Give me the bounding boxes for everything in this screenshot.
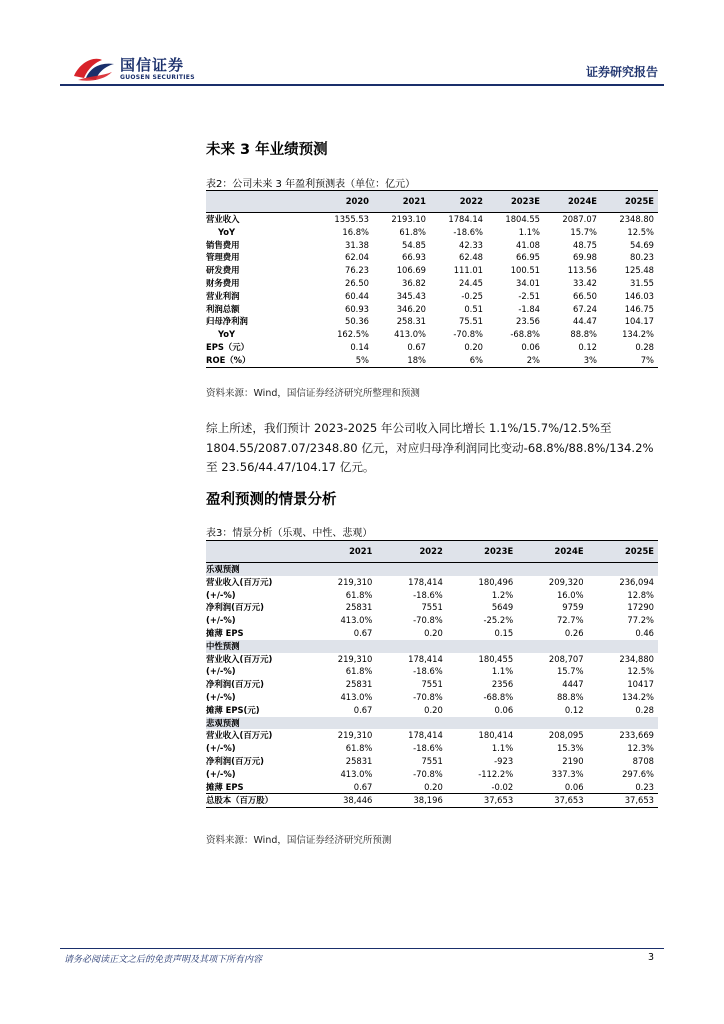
table-cell: 345.43 [396,290,426,301]
table-cell: -18.6% [453,226,483,237]
table-cell [517,563,587,576]
table-cell: 236,094 [619,576,654,587]
column-header [206,191,316,213]
table-cell: 61.8% [345,666,373,677]
table-cell: 42.33 [459,239,483,250]
table2-source: 资料来源：Wind，国信证券经济研究所整理和预测 [206,388,420,399]
row-label: 净利润(百万元) [206,602,264,613]
section-title-scenario: 盈利预测的情景分析 [206,492,337,508]
table-cell: 0.67 [353,781,373,792]
table-cell: 0.20 [424,781,443,792]
table-cell: 25831 [345,679,373,690]
table-cell: 258.31 [396,316,426,327]
table-cell: 41.08 [516,239,540,250]
table-cell: 0.23 [635,781,654,792]
table-cell: -68.8% [483,691,514,702]
row-label: 财务费用 [206,277,240,288]
table-cell: 208,707 [548,653,584,664]
column-header: 2021 [306,541,376,563]
table-cell: 31.38 [345,239,369,250]
table-cell: 12.5% [627,666,654,677]
column-header: 2025E [588,541,658,563]
table-cell: 1355.53 [334,214,369,224]
table-cell: -2.51 [518,290,540,301]
row-label: ROE（%） [206,354,316,367]
column-header: 2024E [544,191,601,213]
table-cell: 77.2% [627,615,654,626]
row-label: 总股本（百万股） [206,794,306,808]
row-label: (+/-%) [206,666,236,677]
column-header [206,541,306,563]
scenario-group-row [206,640,658,653]
table-cell: 6% [430,354,487,367]
document-type-label: 证券研究报告 [585,65,658,79]
table-cell [447,563,517,576]
table-cell [588,563,658,576]
table-row [206,653,658,666]
footer-divider [60,948,664,949]
row-label: 摊薄 EPS(元) [206,704,260,715]
table-cell: 88.8% [556,691,584,702]
table-row [206,328,658,341]
page-number: 3 [647,952,654,963]
table-cell: 180,455 [478,653,514,664]
table-cell: 61.8% [345,589,373,600]
column-header: 2021 [373,191,430,213]
table-cell: 7551 [421,755,443,766]
row-label: 利润总额 [206,303,240,314]
table-cell: 134.2% [622,329,654,340]
table-cell [447,717,517,730]
row-label: 悲观预测 [206,717,306,730]
table-cell: 88.8% [570,329,597,340]
table-cell: 76.23 [345,265,369,276]
table-cell: 2193.10 [391,214,426,224]
total-shares-row [206,794,658,808]
table-cell: 2356 [491,679,514,690]
table-cell: 0.06 [521,341,540,352]
table-row [206,614,658,627]
table-cell: 337.3% [551,768,584,779]
table-cell: 180,496 [478,576,514,587]
table-row [206,678,658,691]
table-cell: 180,414 [478,730,514,741]
column-header: 2022 [376,541,446,563]
table-cell: 4447 [562,679,584,690]
table-cell: 2087.07 [562,214,597,224]
table2-caption: 表2：公司未来 3 年盈利预测表（单位：亿元） [206,179,416,190]
table-cell: -18.6% [413,743,443,754]
row-label: (+/-%) [206,615,236,626]
table-cell: 0.26 [564,627,584,638]
table-cell: 104.17 [624,316,654,327]
table-cell: 12.5% [627,226,654,237]
table-cell [447,640,517,653]
table-cell: 62.04 [345,252,369,263]
row-label: 乐观预测 [206,563,306,576]
table-cell: 113.56 [567,265,597,276]
table-cell [517,640,587,653]
table-cell: 1.1% [491,666,514,677]
table-cell: 37,653 [588,794,658,808]
table-row [206,315,658,328]
logo-english-text: GUOSEN SECURITIES [120,74,195,81]
table-cell: 48.75 [573,239,597,250]
table-row [206,576,658,589]
table-cell: 413.0% [340,615,373,626]
table-cell: 178,414 [408,653,443,664]
table-cell: 0.67 [353,627,373,638]
table-cell: 8708 [632,755,654,766]
table-cell: 12.8% [627,589,654,600]
table-cell: 7551 [421,679,443,690]
row-label: 中性预测 [206,640,306,653]
table-cell: -1.84 [518,303,540,314]
table-row [206,251,658,264]
table-cell: 69.98 [573,252,597,263]
table-cell: -0.02 [491,781,514,792]
table-header-row [206,191,658,213]
table-cell: -68.8% [510,329,540,340]
table-row [206,213,658,226]
table-row [206,781,658,794]
table-cell: 31.55 [630,277,654,288]
table-cell: 3% [544,354,601,367]
row-label: 净利润(百万元) [206,679,264,690]
table-cell: 10417 [627,679,654,690]
table-cell: 0.20 [424,627,443,638]
table-cell: 413.0% [340,768,373,779]
row-label: 营业收入(百万元) [206,576,273,587]
table-cell: -923 [494,755,514,766]
table-cell [376,563,446,576]
table-row [206,226,658,239]
section-title-forecast: 未来 3 年业绩预测 [206,142,328,158]
table-cell: 346.20 [396,303,426,314]
table-cell: -18.6% [413,666,443,677]
table-row [206,601,658,614]
table-cell: 0.14 [350,341,369,352]
table-cell: -112.2% [478,768,514,779]
table-cell: 60.44 [345,290,369,301]
table-cell: 38,446 [306,794,376,808]
table-cell: 0.51 [464,303,483,314]
summary-paragraph [206,419,660,478]
table-cell: 15.3% [556,743,584,754]
column-header: 2023E [447,541,517,563]
table-cell: 0.20 [424,704,443,715]
guosen-logo [72,52,222,86]
table-cell: -25.2% [483,615,514,626]
table-cell: 62.48 [459,252,483,263]
table-cell [376,717,446,730]
table-cell: 67.24 [573,303,597,314]
table-row [206,341,658,354]
table-cell: 66.95 [516,252,540,263]
row-label: 研发费用 [206,265,240,276]
summary-line: 综上所述，我们预计 2023-2025 年公司收入同比增长 1.1%/15.7%/12.5%至 [206,421,612,435]
row-label: 归母净利润 [206,316,248,327]
page-header [60,52,664,86]
table-cell: 9759 [562,602,584,613]
table-cell: 219,310 [337,730,373,741]
table-cell: 5% [316,354,373,367]
table-cell: 134.2% [622,691,654,702]
table-cell: 60.93 [345,303,369,314]
table-cell: 146.03 [624,290,654,301]
table-cell: 178,414 [408,730,443,741]
table-cell: 2348.80 [619,214,654,224]
column-header: 2020 [316,191,373,213]
row-label: (+/-%) [206,743,236,754]
table-cell: 15.7% [556,666,584,677]
table-cell: 36.82 [402,277,426,288]
table-cell: 0.67 [407,341,426,352]
table-cell: 0.06 [494,704,514,715]
column-header: 2022 [430,191,487,213]
table-cell: -70.8% [413,768,443,779]
footer-disclaimer: 请务必阅读正文之后的免责声明及其项下所有内容 [64,955,263,965]
table-cell: 75.51 [459,316,483,327]
table-cell [517,717,587,730]
table-cell: 66.93 [402,252,426,263]
table-cell: 15.7% [570,226,597,237]
table-cell: 1.1% [491,743,514,754]
table-header-row [206,541,658,563]
table-cell: 111.01 [453,265,483,276]
table-cell: 209,320 [548,576,584,587]
table-cell: 61.8% [345,743,373,754]
profit-forecast-table [206,190,658,368]
table-cell: 61.8% [399,226,426,237]
table-cell: 234,880 [619,653,654,664]
table-cell [306,563,376,576]
row-label: 销售费用 [206,239,240,250]
table-cell [306,717,376,730]
table-row [206,354,658,367]
table-cell: -70.8% [453,329,483,340]
table-cell: 25831 [345,602,373,613]
column-header: 2024E [517,541,587,563]
table-row [206,303,658,316]
table-cell: 54.85 [402,239,426,250]
table-cell: 50.36 [345,316,369,327]
table-cell: 1804.55 [505,214,540,224]
table-cell: 0.20 [464,341,483,352]
table-cell: 16.8% [342,226,369,237]
table-row [206,729,658,742]
table-row [206,290,658,303]
scenario-group-row [206,717,658,730]
table-cell: 24.45 [459,277,483,288]
row-label: YoY [218,226,236,237]
table-row [206,277,658,290]
row-label: (+/-%) [206,589,236,600]
summary-line: 1804.55/2087.07/2348.80 亿元，对应归母净利润同比变动-68.8%/88.8%/134.2% [206,440,654,455]
row-label: 营业收入(百万元) [206,730,273,741]
table-cell: 33.42 [573,277,597,288]
table-cell: 413.0% [340,691,373,702]
table-cell: 44.47 [573,316,597,327]
table-cell: -0.25 [461,290,483,301]
table-cell: -70.8% [413,691,443,702]
summary-line: 至 23.56/44.47/104.17 亿元。 [206,460,375,474]
column-header: 2025E [601,191,658,213]
table-cell: 297.6% [622,768,654,779]
table-cell: 25831 [345,755,373,766]
guosen-logo-mark-icon [72,54,116,82]
table-cell: 7551 [421,602,443,613]
table-row [206,755,658,768]
table-row [206,264,658,277]
table-cell: 178,414 [408,576,443,587]
row-label: 摊薄 EPS [206,781,244,792]
logo-chinese-text: 国信证券 [120,56,185,74]
table3-source: 资料来源：Wind，国信证券经济研究所预测 [206,835,392,846]
table-cell: 0.28 [635,341,654,352]
table-cell: 0.12 [578,341,597,352]
table-cell [376,640,446,653]
table-row [206,768,658,781]
table-cell: 5649 [491,602,514,613]
table-cell: 0.12 [564,704,584,715]
table-cell: 18% [373,354,430,367]
table-cell [588,717,658,730]
row-label: 营业利润 [206,290,240,301]
table-row [206,704,658,717]
table-cell: 219,310 [337,576,373,587]
table-cell: 106.69 [396,265,426,276]
table-cell: 162.5% [337,329,369,340]
row-label: 摊薄 EPS [206,627,244,638]
table-cell: 54.69 [630,239,654,250]
table-cell: 233,669 [619,730,654,741]
row-label: 营业收入(百万元) [206,653,273,664]
table-cell: 0.15 [494,627,514,638]
table-row [206,665,658,678]
column-header: 2023E [487,191,544,213]
table-cell: 0.28 [635,704,654,715]
table-cell [588,640,658,653]
table-cell: 219,310 [337,653,373,664]
table-row [206,742,658,755]
table-cell: 37,653 [447,794,517,808]
table-cell: 125.48 [624,265,654,276]
table-row [206,691,658,704]
table-cell: 34.01 [516,277,540,288]
scenario-group-row [206,563,658,576]
table-cell: 1784.14 [448,214,483,224]
table-cell: 37,653 [517,794,587,808]
table-cell: 80.23 [630,252,654,263]
table-cell: 0.06 [564,781,584,792]
table-row [206,239,658,252]
row-label: YoY [218,329,236,340]
table-cell: 38,196 [376,794,446,808]
row-label: 营业收入 [206,214,240,224]
table-cell: 2% [487,354,544,367]
table-cell: 66.50 [573,290,597,301]
table-cell: 208,095 [548,730,584,741]
table-row [206,627,658,640]
row-label: (+/-%) [206,768,236,779]
scenario-analysis-table [206,540,658,808]
table-cell: 72.7% [556,615,584,626]
table3-caption: 表3：情景分析（乐观、中性、悲观） [206,528,373,539]
table-cell: 146.75 [624,303,654,314]
table-cell: 26.50 [345,277,369,288]
table-cell: -70.8% [413,615,443,626]
table-cell: 413.0% [394,329,426,340]
table-cell: -18.6% [413,589,443,600]
row-label: 管理费用 [206,252,240,263]
table-cell: 1.2% [491,589,514,600]
table-cell [306,640,376,653]
table-row [206,589,658,602]
header-divider [60,84,664,86]
table-cell: 100.51 [510,265,540,276]
table-cell: 23.56 [516,316,540,327]
row-label: (+/-%) [206,691,236,702]
table-cell: 1.1% [518,226,540,237]
table-cell: 17290 [627,602,654,613]
table-cell: 16.0% [556,589,584,600]
row-label: 净利润(百万元) [206,755,264,766]
table-cell: 2190 [562,755,584,766]
table-cell: 12.3% [627,743,654,754]
row-label: EPS（元） [206,341,250,352]
table-cell: 0.46 [635,627,654,638]
table-cell: 0.67 [353,704,373,715]
table-cell: 7% [601,354,658,367]
